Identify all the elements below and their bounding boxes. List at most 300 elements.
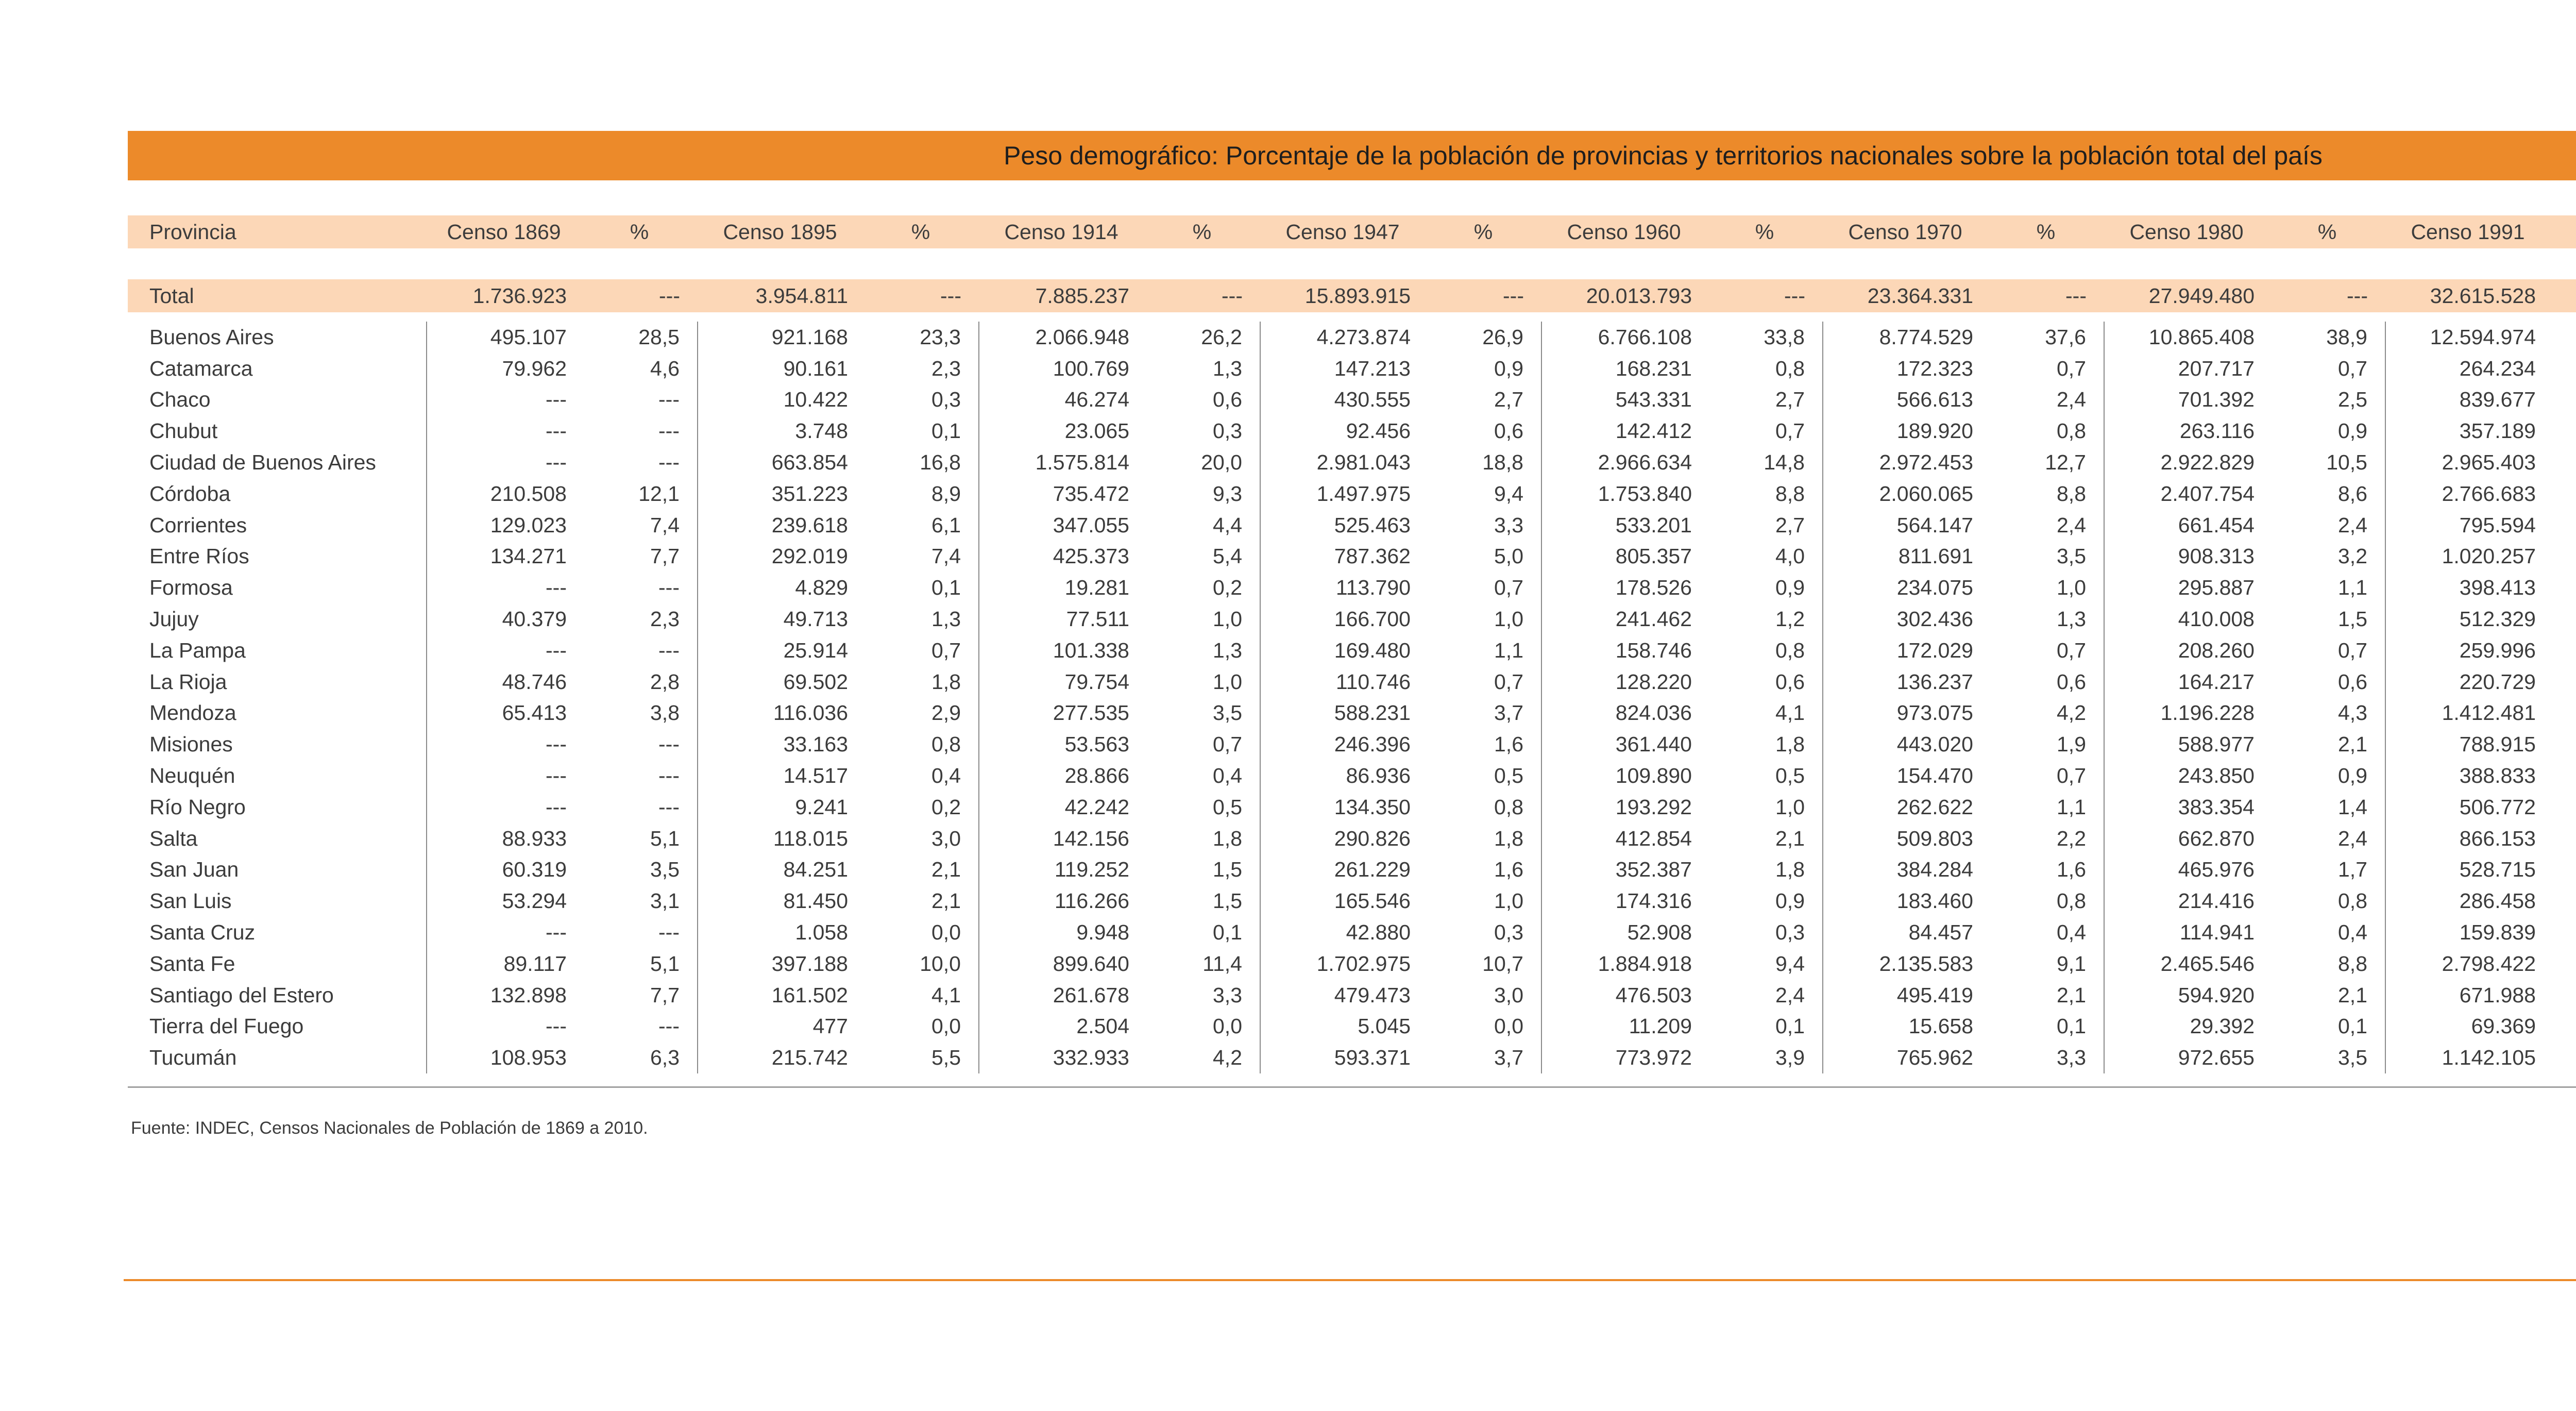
table-row (128, 384, 2576, 416)
population-cell: 100.769 (1053, 356, 1129, 380)
population-cell: 147.213 (1334, 356, 1411, 380)
population-cell: 193.292 (1615, 795, 1692, 819)
percent-cell: 16,8 (862, 447, 979, 478)
percent-cell: --- (581, 415, 698, 447)
population-cell: 246.396 (1334, 732, 1411, 757)
percent-cell: 1,5 (2269, 603, 2385, 635)
header-percent: % (1425, 215, 1541, 248)
province-name: Chubut (128, 415, 427, 447)
population-cell: 207.717 (2178, 356, 2255, 380)
population-cell: 234.075 (1896, 576, 1973, 600)
percent-cell: 0,7 (1425, 666, 1541, 698)
percent-cell: --- (581, 917, 698, 948)
population-cell: 2.066.948 (1035, 325, 1129, 349)
percent-cell: 2,3 (862, 353, 979, 384)
percent-cell: 0,0 (1144, 1011, 1260, 1043)
percent-cell: 0,3 (862, 384, 979, 416)
percent-cell: 4,6 (581, 353, 698, 384)
total-cell: 20.013.793 (1541, 279, 1706, 312)
population-cell: 2.981.043 (1316, 450, 1411, 475)
percent-cell: 0,9 (2269, 415, 2385, 447)
percent-cell (2550, 478, 2576, 510)
percent-cell: 26,9 (1425, 322, 1541, 353)
percent-cell: 2,4 (2269, 510, 2385, 541)
percent-cell: 0,7 (1706, 415, 1823, 447)
population-cell: 172.323 (1896, 356, 1973, 380)
percent-cell: 3,0 (862, 823, 979, 854)
header-censo: Censo 1970 (1823, 215, 1988, 248)
percent-cell: 1,6 (1425, 854, 1541, 886)
percent-cell: 0,9 (1706, 572, 1823, 603)
table-row (128, 854, 2576, 886)
population-cell: 2.798.422 (2442, 951, 2536, 976)
percent-cell: 9,4 (1425, 478, 1541, 510)
percent-cell: 1,1 (1425, 635, 1541, 666)
header-censo: Censo 1991 (2385, 215, 2550, 248)
percent-cell: --- (581, 384, 698, 416)
percent-cell: 1,6 (1988, 854, 2104, 886)
population-cell: 4.829 (795, 576, 848, 600)
percent-cell: 0,3 (1706, 917, 1823, 948)
percent-cell: 1,0 (1988, 572, 2104, 603)
province-name: Tierra del Fuego (128, 1011, 427, 1043)
percent-cell: 3,5 (581, 854, 698, 886)
percent-cell: 1,3 (1144, 635, 1260, 666)
population-cell: 60.319 (502, 858, 567, 882)
percent-cell: --- (581, 760, 698, 792)
percent-cell: 28,5 (581, 322, 698, 353)
population-cell: 1.196.228 (2160, 701, 2255, 725)
province-name: Salta (128, 823, 427, 854)
population-cell: --- (546, 450, 567, 475)
population-cell: 19.281 (1064, 576, 1129, 600)
population-cell: 479.473 (1334, 983, 1411, 1007)
population-cell: 23.065 (1064, 419, 1129, 443)
population-cell: 33.163 (783, 732, 848, 757)
province-name: Formosa (128, 572, 427, 603)
percent-cell: 3,8 (581, 698, 698, 729)
percent-cell: 10,7 (1425, 948, 1541, 980)
total-cell: --- (2269, 279, 2385, 312)
total-cell: 23.364.331 (1823, 279, 1988, 312)
population-cell: 241.462 (1615, 607, 1692, 631)
population-cell: 397.188 (771, 951, 848, 976)
population-cell: 2.407.754 (2160, 481, 2255, 506)
percent-cell (2550, 541, 2576, 573)
percent-cell: 1,1 (2269, 572, 2385, 603)
province-name: Jujuy (128, 603, 427, 635)
percent-cell: 0,4 (862, 760, 979, 792)
population-cell: 290.826 (1334, 826, 1411, 850)
total-label: Total (128, 279, 427, 312)
population-cell: 908.313 (2178, 544, 2255, 568)
percent-cell (2550, 917, 2576, 948)
population-cell: 6.766.108 (1598, 325, 1692, 349)
province-name: Chaco (128, 384, 427, 416)
percent-cell: 37,6 (1988, 322, 2104, 353)
header-censo: Censo 1914 (979, 215, 1144, 248)
population-cell: 495.107 (490, 325, 567, 349)
population-cell: 5.045 (1358, 1014, 1411, 1038)
province-name: Santa Cruz (128, 917, 427, 948)
population-cell: 347.055 (1053, 513, 1129, 537)
population-cell: 352.387 (1615, 858, 1692, 882)
population-cell: 86.936 (1346, 764, 1411, 788)
percent-cell: 4,2 (1144, 1042, 1260, 1073)
table-row (128, 980, 2576, 1011)
table-row (128, 478, 2576, 510)
population-cell: 8.774.529 (1879, 325, 1973, 349)
percent-cell: 2,7 (1706, 510, 1823, 541)
percent-cell: 8,8 (1706, 478, 1823, 510)
header-percent: % (581, 215, 698, 248)
population-cell: 2.965.403 (2442, 450, 2536, 475)
population-cell: 476.503 (1615, 983, 1692, 1007)
header-percent: % (1706, 215, 1823, 248)
population-cell: 525.463 (1334, 513, 1411, 537)
population-cell: 69.502 (783, 669, 848, 694)
population-cell: 839.677 (2459, 388, 2536, 412)
percent-cell: --- (581, 1011, 698, 1043)
percent-cell: 0,7 (1988, 353, 2104, 384)
percent-cell (2550, 353, 2576, 384)
percent-cell: 2,1 (862, 854, 979, 886)
percent-cell: 10,5 (2269, 447, 2385, 478)
percent-cell: 3,3 (1988, 1042, 2104, 1073)
population-cell: 243.850 (2178, 764, 2255, 788)
percent-cell: 0,8 (862, 729, 979, 760)
percent-cell: 1,8 (1706, 854, 1823, 886)
percent-cell: 3,5 (2269, 1042, 2385, 1073)
population-cell: 509.803 (1896, 826, 1973, 850)
header-censo: Censo 1980 (2104, 215, 2269, 248)
population-cell: 214.416 (2178, 889, 2255, 913)
population-cell: 543.331 (1615, 388, 1692, 412)
percent-cell: 0,1 (862, 572, 979, 603)
percent-cell: 3,7 (1425, 1042, 1541, 1073)
population-cell: 2.966.634 (1598, 450, 1692, 475)
province-name: Córdoba (128, 478, 427, 510)
population-cell: 2.766.683 (2442, 481, 2536, 506)
population-cell: 128.220 (1615, 669, 1692, 694)
population-cell: 361.440 (1615, 732, 1692, 757)
population-cell: 1.497.975 (1316, 481, 1411, 506)
population-cell: 594.920 (2178, 983, 2255, 1007)
province-name: Catamarca (128, 353, 427, 384)
population-cell: 84.251 (783, 858, 848, 882)
percent-cell: 0,0 (1425, 1011, 1541, 1043)
population-cell: 169.480 (1334, 638, 1411, 662)
percent-cell: 0,7 (2269, 635, 2385, 666)
percent-cell: 7,7 (581, 541, 698, 573)
population-cell: 4.273.874 (1316, 325, 1411, 349)
population-cell: 90.161 (783, 356, 848, 380)
population-cell: 795.594 (2459, 513, 2536, 537)
population-cell: 77.511 (1066, 607, 1129, 631)
table-row (128, 322, 2576, 353)
percent-cell: 4,1 (1706, 698, 1823, 729)
percent-cell: 0,4 (1144, 760, 1260, 792)
percent-cell: --- (581, 447, 698, 478)
percent-cell: 0,6 (1988, 666, 2104, 698)
percent-cell: --- (581, 572, 698, 603)
population-cell: 261.678 (1053, 983, 1129, 1007)
population-cell: 215.742 (771, 1046, 848, 1070)
total-cell: --- (1144, 279, 1260, 312)
total-cell: 1.736.923 (427, 279, 581, 312)
population-cell: 109.890 (1615, 764, 1692, 788)
header-provincia: Provincia (128, 215, 427, 248)
percent-cell: 0,1 (2269, 1011, 2385, 1043)
percent-cell: --- (581, 792, 698, 823)
population-cell: 92.456 (1346, 419, 1411, 443)
percent-cell: 20,0 (1144, 447, 1260, 478)
population-cell: 259.996 (2459, 638, 2536, 662)
percent-cell: 9,1 (1988, 948, 2104, 980)
percent-cell: 3,5 (1988, 541, 2104, 573)
population-cell: 49.713 (783, 607, 848, 631)
province-name: San Juan (128, 854, 427, 886)
province-name: Santa Fe (128, 948, 427, 980)
population-cell: 425.373 (1053, 544, 1129, 568)
percent-cell: 6,3 (581, 1042, 698, 1073)
population-cell: 663.854 (771, 450, 848, 475)
percent-cell (2550, 698, 2576, 729)
percent-cell: 2,4 (2269, 823, 2385, 854)
percent-cell: 0,8 (1988, 415, 2104, 447)
percent-cell: 38,9 (2269, 322, 2385, 353)
population-cell: 168.231 (1615, 356, 1692, 380)
percent-cell: 5,1 (581, 823, 698, 854)
percent-cell: 1,2 (1706, 603, 1823, 635)
percent-cell: 0,6 (2269, 666, 2385, 698)
percent-cell: 1,8 (1425, 823, 1541, 854)
population-cell: 2.135.583 (1879, 951, 1973, 976)
population-cell: 262.622 (1896, 795, 1973, 819)
population-cell: 701.392 (2178, 388, 2255, 412)
percent-cell: --- (581, 635, 698, 666)
percent-cell: 3,9 (1706, 1042, 1823, 1073)
population-cell: 10.865.408 (2148, 325, 2255, 349)
total-cell: --- (1706, 279, 1823, 312)
percent-cell: 8,6 (2269, 478, 2385, 510)
population-cell: 1.702.975 (1316, 951, 1411, 976)
total-cell: --- (581, 279, 698, 312)
percent-cell (2550, 948, 2576, 980)
population-cell: 53.294 (502, 889, 567, 913)
percent-cell: 0,7 (1425, 572, 1541, 603)
population-cell: 9.948 (1076, 920, 1129, 945)
table-row (128, 1011, 2576, 1043)
percent-cell: 9,4 (1706, 948, 1823, 980)
total-cell: 7.885.237 (979, 279, 1144, 312)
percent-cell: 0,0 (862, 917, 979, 948)
percent-cell (2550, 510, 2576, 541)
table-row (128, 635, 2576, 666)
percent-cell: 2,1 (1706, 823, 1823, 854)
population-cell: 210.508 (490, 481, 567, 506)
percent-cell: 0,7 (1144, 729, 1260, 760)
footer-divider (124, 1279, 2576, 1281)
population-cell: 118.015 (773, 826, 848, 850)
percent-cell: 0,9 (1706, 885, 1823, 917)
population-cell: --- (546, 419, 567, 443)
population-cell: 108.953 (490, 1046, 567, 1070)
total-cell: --- (1425, 279, 1541, 312)
header-percent: % (2269, 215, 2385, 248)
population-cell: 765.962 (1896, 1046, 1973, 1070)
population-cell: 161.502 (771, 983, 848, 1007)
percent-cell: 0,8 (1988, 885, 2104, 917)
population-cell: 332.933 (1053, 1046, 1129, 1070)
population-cell: 512.329 (2459, 607, 2536, 631)
population-cell: 1.575.814 (1035, 450, 1129, 475)
percent-cell: 3,2 (2269, 541, 2385, 573)
table-bottom-rule (128, 1086, 2576, 1088)
percent-cell: 2,7 (1425, 384, 1541, 416)
percent-cell: 4,1 (862, 980, 979, 1011)
province-name: Buenos Aires (128, 322, 427, 353)
province-name: Río Negro (128, 792, 427, 823)
table-row (128, 885, 2576, 917)
total-cell: 27.949.480 (2104, 279, 2269, 312)
population-cell: 25.914 (783, 638, 848, 662)
population-cell: 189.920 (1896, 419, 1973, 443)
population-cell: 132.898 (490, 983, 567, 1007)
header-censo: Censo 1947 (1260, 215, 1425, 248)
total-cell (2550, 279, 2576, 312)
population-cell: 164.217 (2178, 669, 2255, 694)
percent-cell: 6,1 (862, 510, 979, 541)
population-cell: 165.546 (1334, 889, 1411, 913)
header-censo: Censo 1960 (1541, 215, 1706, 248)
percent-cell (2550, 1011, 2576, 1043)
province-name: Entre Ríos (128, 541, 427, 573)
header-percent: % (862, 215, 979, 248)
population-cell: 11.209 (1629, 1014, 1692, 1038)
percent-cell: 5,5 (862, 1042, 979, 1073)
percent-cell: 2,7 (1706, 384, 1823, 416)
population-cell: 1.058 (795, 920, 848, 945)
percent-cell: 4,2 (1988, 698, 2104, 729)
percent-cell: 26,2 (1144, 322, 1260, 353)
population-cell: 787.362 (1334, 544, 1411, 568)
table-header-row (128, 215, 2576, 248)
population-cell: 921.168 (771, 325, 848, 349)
province-name: Corrientes (128, 510, 427, 541)
table-row (128, 541, 2576, 573)
percent-cell: 2,1 (862, 885, 979, 917)
population-cell: 154.470 (1896, 764, 1973, 788)
percent-cell: 1,3 (1144, 353, 1260, 384)
percent-cell: 1,0 (1706, 792, 1823, 823)
percent-cell: 1,0 (1144, 666, 1260, 698)
percent-cell: 7,4 (862, 541, 979, 573)
source-note: Fuente: INDEC, Censos Nacionales de Población de 1869 a 2010. (131, 1118, 648, 1138)
percent-cell: 9,3 (1144, 478, 1260, 510)
population-cell: 110.746 (1335, 669, 1411, 694)
population-cell: 172.029 (1896, 638, 1973, 662)
population-cell: 3.748 (795, 419, 848, 443)
population-cell: 12.594.974 (2430, 325, 2536, 349)
percent-cell: --- (581, 729, 698, 760)
total-cell: --- (1988, 279, 2104, 312)
percent-cell: 8,9 (862, 478, 979, 510)
population-cell: 506.772 (2459, 795, 2536, 819)
total-cell: 15.893.915 (1260, 279, 1425, 312)
percent-cell: 1,3 (862, 603, 979, 635)
percent-cell: 2,8 (581, 666, 698, 698)
percent-cell: 2,1 (1988, 980, 2104, 1011)
table-row (128, 698, 2576, 729)
percent-cell: 3,1 (581, 885, 698, 917)
table-row (128, 760, 2576, 792)
population-cell: --- (546, 388, 567, 412)
percent-cell: 1,5 (1144, 885, 1260, 917)
percent-cell: 0,8 (2269, 885, 2385, 917)
total-row (128, 279, 2576, 312)
population-cell: 9.241 (795, 795, 848, 819)
percent-cell (2550, 572, 2576, 603)
percent-cell: 0,1 (1706, 1011, 1823, 1043)
percent-cell: 23,3 (862, 322, 979, 353)
percent-cell: 1,0 (1144, 603, 1260, 635)
table-row (128, 917, 2576, 948)
population-cell: 119.252 (1054, 858, 1129, 882)
population-cell: 134.271 (490, 544, 567, 568)
table-row (128, 510, 2576, 541)
province-name: La Pampa (128, 635, 427, 666)
population-cell: 52.908 (1627, 920, 1692, 945)
population-cell: 69.369 (2471, 1014, 2536, 1038)
percent-cell (2550, 885, 2576, 917)
percent-cell: 0,1 (1988, 1011, 2104, 1043)
total-cell: 32.615.528 (2385, 279, 2550, 312)
population-cell: 564.147 (1896, 513, 1973, 537)
percent-cell: 10,0 (862, 948, 979, 980)
percent-cell: 0,3 (1144, 415, 1260, 447)
province-name: Santiago del Estero (128, 980, 427, 1011)
population-cell: 528.715 (2459, 858, 2536, 882)
percent-cell: 12,7 (1988, 447, 2104, 478)
population-cell: 398.413 (2459, 576, 2536, 600)
population-cell: 42.880 (1346, 920, 1411, 945)
population-cell: 430.555 (1334, 388, 1411, 412)
percent-cell: 7,7 (581, 980, 698, 1011)
population-cell: 410.008 (2178, 607, 2255, 631)
population-cell: 588.231 (1334, 701, 1411, 725)
population-cell: 136.237 (1896, 669, 1973, 694)
percent-cell (2550, 792, 2576, 823)
population-cell: 292.019 (771, 544, 848, 568)
population-cell: 735.472 (1053, 481, 1129, 506)
population-cell: 805.357 (1615, 544, 1692, 568)
population-cell: --- (546, 1014, 567, 1038)
population-cell: 79.754 (1064, 669, 1129, 694)
percent-cell: 0,7 (862, 635, 979, 666)
population-cell: 159.839 (2459, 920, 2536, 945)
population-cell: 383.354 (2178, 795, 2255, 819)
percent-cell: 2,4 (1706, 980, 1823, 1011)
percent-cell: 2,1 (2269, 980, 2385, 1011)
table-row (128, 823, 2576, 854)
population-cell: 2.972.453 (1879, 450, 1973, 475)
population-cell: 10.422 (783, 388, 848, 412)
population-cell: 264.234 (2459, 356, 2536, 380)
population-cell: 79.962 (502, 356, 567, 380)
population-cell: 412.854 (1615, 826, 1692, 850)
percent-cell: 1,1 (1988, 792, 2104, 823)
